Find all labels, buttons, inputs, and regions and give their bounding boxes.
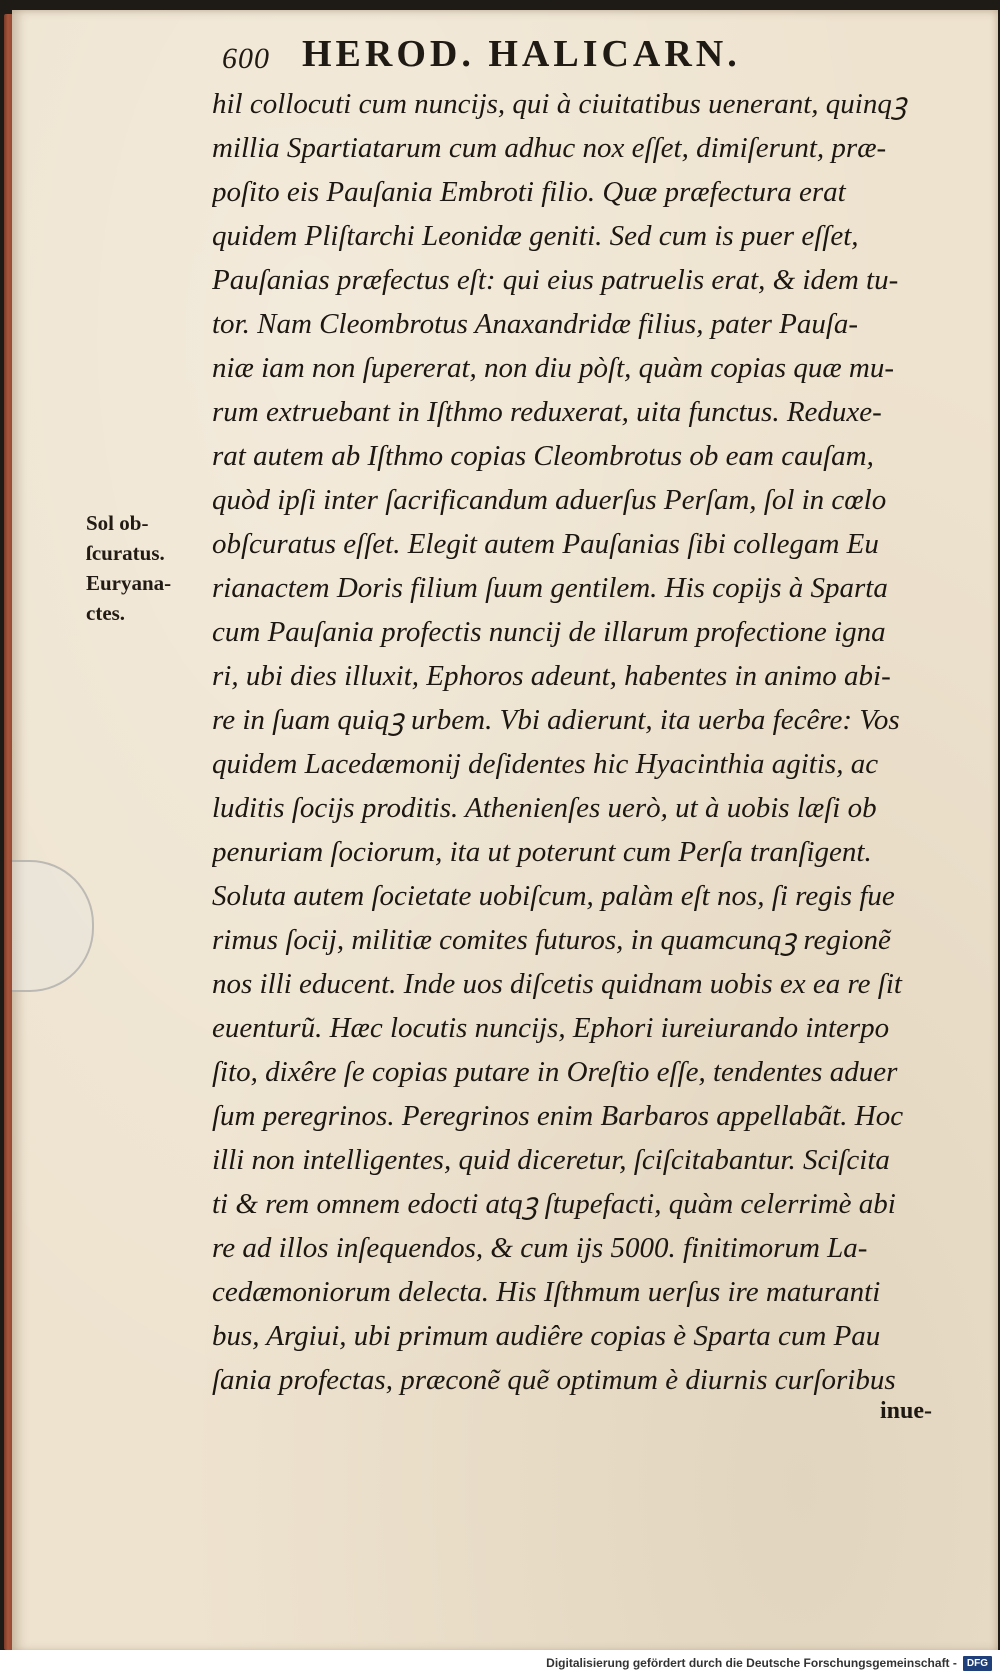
- text-line: luditis ſocijs proditis. Athenienſes uerò, ut à uobis læſi ob: [212, 792, 877, 824]
- text-line: niæ iam non ſupererat, non diu pòſt, quàm copias quæ mu-: [212, 352, 895, 384]
- text-line: ſania profectas, præconẽ quẽ optimum è diurnis curſoribus: [212, 1364, 896, 1396]
- text-line: rat autem ab Iſthmo copias Cleombrotus ob eam cauſam,: [212, 440, 874, 472]
- text-line: Pauſanias præfectus eſt: qui eius patruelis erat, & idem tu-: [212, 264, 899, 296]
- text-line: bus, Argiui, ubi primum audiêre copias è Sparta cum Pau: [212, 1320, 881, 1352]
- page-clip: [12, 860, 94, 992]
- text-line: tor. Nam Cleombrotus Anaxandridæ filius, pater Pauſa-: [212, 308, 859, 340]
- page-number: 600: [222, 42, 270, 75]
- text-line: cedæmoniorum delecta. His Iſthmum uerſus ire maturanti: [212, 1276, 881, 1308]
- footer-credit: Digitalisierung gefördert durch die Deutsche Forschungsgemeinschaft -: [546, 1656, 957, 1670]
- text-line: ſum peregrinos. Peregrinos enim Barbaros appellabãt. Hoc: [212, 1100, 904, 1132]
- margin-notes: [86, 508, 210, 628]
- text-line: nos illi educent. Inde uos diſcetis quidnam uobis ex ea re ſit: [212, 968, 902, 1000]
- text-line: illi non intelligentes, quid diceretur, ſciſcitabantur. Sciſcita: [212, 1144, 890, 1176]
- text-line: obſcuratus eſſet. Elegit autem Pauſanias ſibi collegam Eu: [212, 528, 879, 560]
- text-line: penuriam ſociorum, ita ut poterunt cum Perſa tranſigent.: [212, 836, 872, 868]
- text-line: hil collocuti cum nuncijs, qui à ciuitatibus uenerant, quinqꝫ: [212, 88, 907, 120]
- text-line: millia Spartiatarum cum adhuc nox eſſet, dimiſerunt, præ-: [212, 132, 887, 164]
- text-line: quòd ipſi inter ſacrificandum aduerſus Perſam, ſol in cœlo: [212, 484, 887, 516]
- margin-note-line: ſcuratus.: [86, 541, 165, 565]
- text-line: ti & rem omnem edocti atqꝫ ſtupefacti, quàm celerrimè abi: [212, 1188, 896, 1220]
- text-line: re ad illos inſequendos, & cum ijs 5000. finitimorum La-: [212, 1232, 868, 1264]
- digitization-footer: [0, 1650, 1000, 1676]
- text-line: re in ſuam quiqꝫ urbem. Vbi adierunt, ita uerba fecêre: Vos: [212, 704, 900, 736]
- text-line: Soluta autem ſocietate uobiſcum, palàm eſt nos, ſi regis fue: [212, 880, 895, 912]
- text-line: quidem Pliſtarchi Leonidæ geniti. Sed cum is puer eſſet,: [212, 220, 859, 252]
- text-line: ri, ubi dies illuxit, Ephoros adeunt, habentes in animo abi-: [212, 660, 891, 692]
- margin-note-line: ctes.: [86, 601, 126, 625]
- text-line: euenturũ. Hæc locutis nuncijs, Ephori iureiurando interpo: [212, 1012, 890, 1044]
- dfg-logo-icon: DFG: [963, 1656, 992, 1671]
- page-header: [222, 18, 902, 76]
- text-line: rimus ſocij, militiæ comites futuros, in quamcunqꝫ regionẽ: [212, 924, 891, 956]
- text-line: poſito eis Pauſania Embroti filio. Quæ præfectura erat: [212, 176, 846, 208]
- text-line: quidem Lacedæmonij deſidentes hic Hyacinthia agitis, ac: [212, 748, 879, 780]
- text-line: ſito, dixêre ſe copias putare in Oreſtio eſſe, tendentes aduer: [212, 1056, 898, 1088]
- margin-note-line: Euryana-: [86, 571, 172, 595]
- catchword: inue-: [880, 1398, 933, 1424]
- running-head: HEROD. HALICARN.: [302, 33, 741, 75]
- text-line: rum extruebant in Iſthmo reduxerat, uita functus. Reduxe-: [212, 396, 882, 428]
- text-line: cum Pauſania profectis nuncij de illarum profectione igna: [212, 616, 886, 648]
- body-text: [212, 82, 972, 1402]
- text-line: rianactem Doris filium ſuum gentilem. His copijs à Sparta: [212, 572, 888, 604]
- margin-note-line: Sol ob-: [86, 511, 149, 535]
